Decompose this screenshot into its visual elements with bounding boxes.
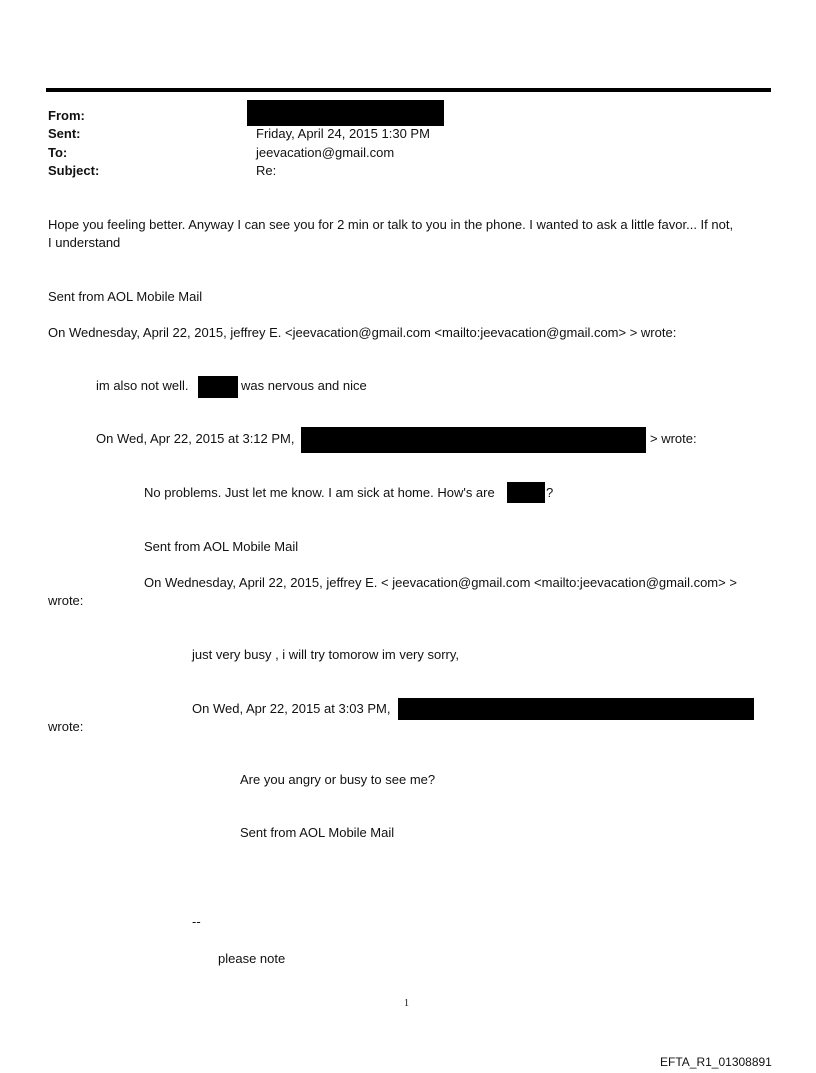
level3-quote-wrote: wrote: xyxy=(48,719,84,734)
body-line-2: I understand xyxy=(48,235,121,250)
level2-quote-wrote: wrote: xyxy=(48,593,84,608)
page-number: 1 xyxy=(404,998,409,1009)
level2-text-a: No problems. Just let me know. I am sick at home. How's are xyxy=(144,485,495,500)
level4-text: Are you angry or busy to see me? xyxy=(240,772,436,787)
redacted-name-2 xyxy=(507,482,545,503)
header-rule xyxy=(46,88,771,92)
trailer-dashes: -- xyxy=(192,914,201,929)
sent-value: Friday, April 24, 2015 1:30 PM xyxy=(256,126,430,141)
level2-signature: Sent from AOL Mobile Mail xyxy=(144,539,299,554)
signature-1: Sent from AOL Mobile Mail xyxy=(48,289,203,304)
redacted-sender-1 xyxy=(301,427,646,453)
to-value: jeevacation@gmail.com xyxy=(256,145,395,160)
level1-text-a: im also not well. xyxy=(96,378,189,393)
trailer-note: please note xyxy=(218,951,286,966)
subject-label: Subject: xyxy=(48,163,100,178)
sent-label: Sent: xyxy=(48,126,81,141)
to-label: To: xyxy=(48,145,68,160)
quote-header-1: On Wednesday, April 22, 2015, jeffrey E. <jeevacation@gmail.com <mailto:jeevacation@gmail.com> > wrote: xyxy=(48,325,677,340)
redacted-name-1 xyxy=(198,376,238,398)
redacted-sender-2 xyxy=(398,698,754,720)
level1-text-b: was nervous and nice xyxy=(241,378,367,393)
body-line-1: Hope you feeling better. Anyway I can see you for 2 min or talk to you in the phone. I wanted to ask a little favor... If not, xyxy=(48,217,734,232)
level3-text: just very busy , i will try tomorow im very sorry, xyxy=(192,647,460,662)
level2-quote-header: On Wednesday, April 22, 2015, jeffrey E. < jeevacation@gmail.com <mailto:jeevacation@gmail.com> > xyxy=(144,575,737,590)
level1-quote-header-a: On Wed, Apr 22, 2015 at 3:12 PM, xyxy=(96,431,295,446)
level3-quote-header: On Wed, Apr 22, 2015 at 3:03 PM, xyxy=(192,701,391,716)
subject-value: Re: xyxy=(256,163,277,178)
level2-text-b: ? xyxy=(546,485,554,500)
level1-quote-header-b: > wrote: xyxy=(650,431,697,446)
redacted-from xyxy=(247,100,444,126)
document-id: EFTA_R1_01308891 xyxy=(660,1055,772,1069)
level4-signature: Sent from AOL Mobile Mail xyxy=(240,825,395,840)
from-label: From: xyxy=(48,108,85,123)
